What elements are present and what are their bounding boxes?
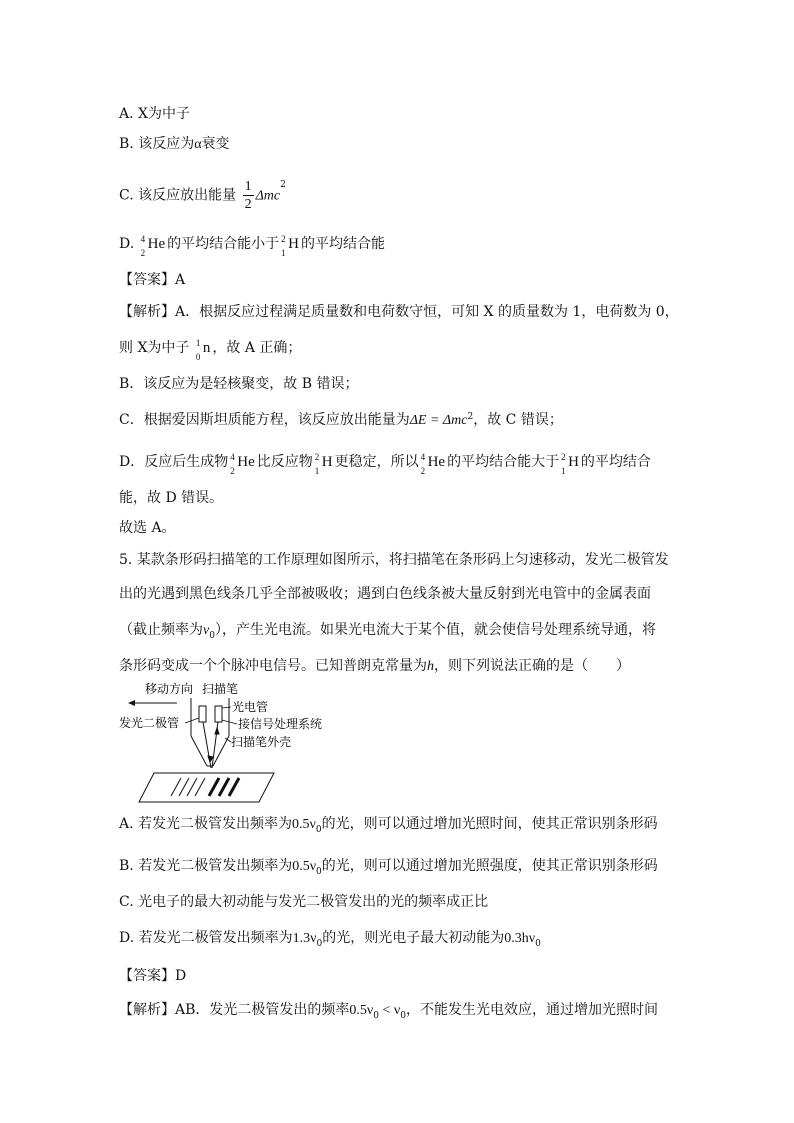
label-pen: 扫描笔: [202, 682, 239, 696]
subscript: 0: [373, 1010, 379, 1021]
q5-option-d-text: D. 若发光二极管发出频率为: [119, 930, 293, 946]
option-b: [119, 134, 230, 155]
deuterium-nuclide: [561, 452, 579, 476]
q5-analysis-tail: ，不能发生光电效应，通过增加光照时间: [405, 1002, 658, 1018]
atomic-number: 0: [195, 352, 201, 362]
direction-arrow: [128, 700, 177, 706]
q5-stem-l3-text: （截止频率为: [119, 622, 203, 638]
helium-nuclide: [420, 452, 446, 476]
analysis-l5-mid1: 比反应物: [256, 454, 313, 470]
subscript: 0: [316, 866, 322, 877]
planck-constant-symbol: h: [427, 659, 434, 674]
frequency-value: 0.5ν: [292, 817, 316, 832]
scanner-diagram: [119, 680, 439, 805]
atomic-number: 2: [420, 466, 426, 476]
subscript: 0: [209, 630, 215, 641]
barcode-card: [139, 773, 274, 802]
q5-option-b-tail: 的光，则可以通过增加光照强度，使其正常识别条形码: [321, 858, 658, 874]
phototube-element: [215, 706, 222, 722]
mass-number: 2: [281, 234, 286, 244]
analysis-l4-tail: ，故 C 错误；: [473, 412, 563, 428]
analysis-line-6: 能，故 D 错误。: [119, 490, 224, 506]
label-signal: 接信号处理系统: [238, 717, 323, 731]
cutoff-frequency-symbol: ν: [203, 623, 210, 638]
q5-option-d: [119, 928, 541, 954]
fraction-numerator: 1: [244, 179, 252, 194]
analysis-line-2: [119, 338, 302, 362]
frequency-value: 0.5ν: [292, 859, 317, 874]
exponent: 2: [467, 412, 474, 422]
mass-energy-equation: ΔE = Δmc: [409, 413, 468, 428]
answer-q5: 【答案】D: [119, 968, 187, 984]
analysis-l2-tail: ，故 A 正确；: [212, 340, 302, 356]
element-symbol: n: [202, 340, 211, 356]
atomic-number: 1: [281, 248, 286, 258]
q5-stem-line-2: 出的光遇到黑色线条几乎全部被吸收；遇到白色线条被大量反射到光电管中的金属表面: [119, 586, 651, 602]
analysis-l4-text: C．根据爱因斯坦质能方程，该反应放出能量为: [119, 412, 410, 428]
comparison: < ν: [378, 1003, 401, 1018]
analysis-l5-text: D．反应后生成物: [119, 454, 229, 470]
q5-option-a-tail: 的光，则可以通过增加光照时间，使其正常识别条形码: [321, 816, 658, 832]
subscript: 0: [400, 1010, 406, 1021]
frequency-value: 1.3ν: [292, 931, 317, 946]
option-c-text: C. 该反应放出能量: [119, 187, 237, 204]
analysis-l5-tail: 的平均结合: [580, 454, 651, 470]
q5-stem-l3-tail: ），产生光电流。如果光电流大于某个值，就会使信号处理系统导通，将: [214, 622, 656, 638]
subscript: 0: [316, 938, 323, 949]
atomic-number: 1: [314, 466, 320, 476]
energy-expression: Δmc: [255, 188, 281, 204]
q5-option-b: [119, 856, 658, 882]
analysis-line-4: [119, 410, 563, 431]
q5-stem-line-3: [119, 620, 656, 646]
q5-stem-l4-text: 条形码变成一个个脉冲电信号。已知普朗克常量为: [119, 658, 427, 674]
q5-option-b-text: B. 若发光二极管发出频率为: [119, 858, 293, 874]
atomic-number: 2: [140, 248, 146, 258]
analysis-l5-mid2: 更稳定，所以: [334, 454, 419, 470]
q5-option-a: [119, 814, 658, 840]
element-symbol: He: [237, 454, 255, 470]
analysis-line-3: B．该反应为是轻核聚变，故 B 错误；: [119, 376, 359, 392]
mass-number: 2: [314, 452, 320, 462]
q5-option-c: C. 光电子的最大初动能与发光二极管发出的光的频率成正比: [119, 894, 489, 910]
fraction-half: [243, 178, 254, 213]
subscript: 0: [315, 824, 322, 835]
label-phototube: 光电管: [232, 700, 269, 714]
option-d-label: D.: [119, 236, 135, 252]
light-rays: [203, 722, 219, 768]
mass-number: 1: [195, 338, 201, 348]
element-symbol: He: [147, 236, 166, 252]
kinetic-energy-value: 0.3hν: [504, 931, 536, 946]
mass-number: 4: [230, 452, 235, 462]
option-c: [119, 178, 286, 213]
helium-nuclide: [230, 452, 255, 476]
option-d-tail: 的平均结合能: [300, 236, 385, 252]
q5-stem-line-4: [119, 656, 630, 677]
analysis-conclusion: 故选 A。: [119, 520, 176, 536]
frequency-value: 0.5ν: [349, 1003, 374, 1018]
exponent: 2: [280, 180, 286, 190]
element-symbol: H: [321, 454, 333, 470]
q5-stem-line-1: 5. 某款条形码扫描笔的工作原理如图所示，将扫描笔在条形码上匀速移动，发光二极管发: [119, 552, 669, 568]
atomic-number: 2: [230, 466, 235, 476]
deuterium-nuclide: [281, 234, 299, 258]
neutron-nuclide: [195, 338, 211, 362]
option-d-mid: 的平均结合能小于: [167, 236, 280, 252]
fraction-denominator: 2: [244, 197, 252, 212]
mass-number: 4: [420, 452, 426, 462]
q5-stem-l4-tail: ，则下列说法正确的是（ ）: [434, 658, 630, 674]
analysis-l5-mid3: 的平均结合能大于: [447, 454, 560, 470]
option-a: A. X为中子: [119, 106, 190, 122]
subscript: 0: [535, 938, 541, 949]
alpha-symbol: α: [194, 137, 202, 152]
mass-number: 2: [561, 452, 566, 462]
q5-analysis-text: 【解析】AB．发光二极管发出的频率: [119, 1002, 350, 1018]
analysis-l2-text: 则 X为中子: [119, 340, 190, 356]
element-symbol: H: [568, 454, 579, 470]
element-symbol: H: [288, 236, 299, 252]
answer-q4: 【答案】A: [119, 272, 186, 288]
mass-number: 4: [140, 234, 146, 244]
analysis-line-5: [119, 452, 651, 476]
led-element: [199, 706, 206, 722]
helium-nuclide: [140, 234, 166, 258]
q5-option-d-mid: 的光，则光电子最大初动能为: [322, 930, 505, 946]
label-direction: 移动方向: [145, 682, 194, 696]
label-led: 发光二极管: [119, 716, 180, 730]
option-b-text: B. 该反应为: [119, 136, 195, 152]
element-symbol: He: [427, 454, 446, 470]
q5-option-a-text: A. 若发光二极管发出频率为: [119, 816, 293, 832]
q5-analysis-line-1: [119, 1000, 658, 1026]
analysis-line-1: 【解析】A．根据反应过程满足质量数和电荷数守恒，可知 X 的质量数为 1，电荷数为 0，: [119, 304, 679, 320]
option-d: [119, 234, 385, 258]
deuterium-nuclide: [314, 452, 333, 476]
label-shell: 扫描笔外壳: [231, 735, 292, 749]
atomic-number: 1: [561, 466, 566, 476]
option-b-tail: 衰变: [201, 136, 230, 152]
